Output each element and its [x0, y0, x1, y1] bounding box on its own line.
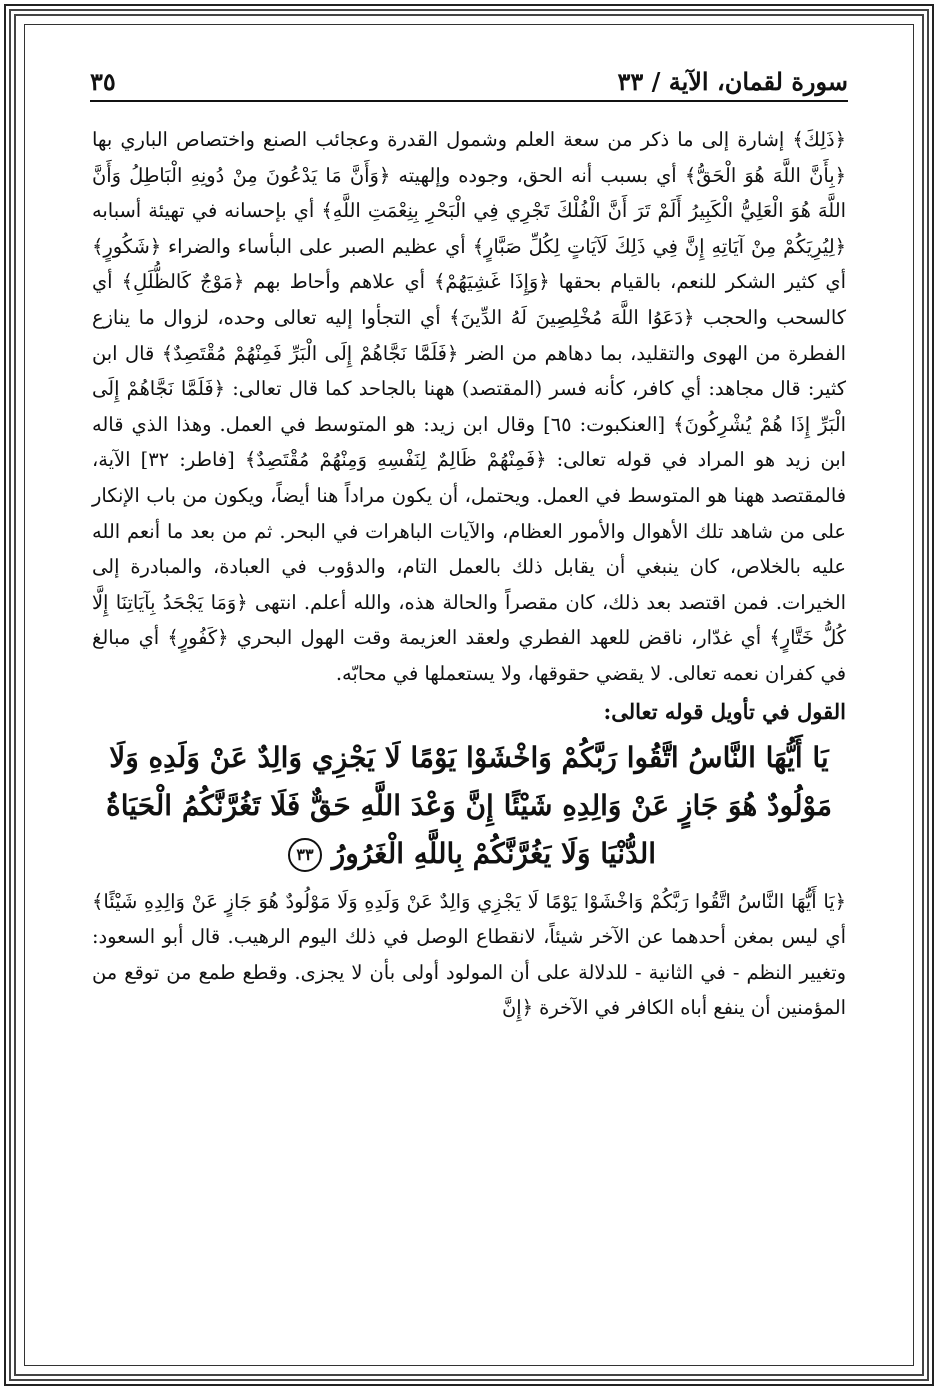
running-title: سورة لقمان، الآية / ٣٣	[617, 67, 848, 96]
verse-number-marker: ٣٣	[288, 838, 322, 872]
page-body	[92, 122, 846, 1026]
quran-verse	[92, 734, 846, 878]
verse-text: يَا أَيُّهَا النَّاسُ اتَّقُوا رَبَّكُمْ وَاخْشَوْا يَوْمًا لَا يَجْزِي وَالِدٌ عَنْ وَلَدِهِ وَلَا مَوْلُودٌ هُوَ جَازٍ عَنْ وَالِدِهِ شَيْئًا إِنَّ وَعْدَ اللَّهِ حَقٌّ فَلَا تَغُرَّنَّكُمُ الْحَيَاةُ الدُّنْيَا وَلَا يَغُرَّنَّكُمْ بِاللَّهِ الْغَرُورُ	[106, 740, 832, 870]
page-number: ٣٥	[90, 67, 116, 96]
commentary-paragraph: ﴿ذَلِكَ﴾ إشارة إلى ما ذكر من سعة العلم وشمول القدرة وعجائب الصنع واختصاص الباري بها ﴿بِأَنَّ اللَّهَ هُوَ الْحَقُّ﴾ أي بسبب أنه الحق، وجوده وإلهيته ﴿وَأَنَّ مَا يَدْعُونَ مِنْ دُونِهِ الْبَاطِلُ وَأَنَّ اللَّهَ هُوَ الْعَلِيُّ الْكَبِيرُ أَلَمْ تَرَ أَنَّ الْفُلْكَ تَجْرِي فِي الْبَحْرِ بِنِعْمَتِ اللَّهِ﴾ أي بإحسانه في تهيئة أسبابه ﴿لِيُرِيَكُمْ مِنْ آيَاتِهِ إِنَّ فِي ذَلِكَ لَآيَاتٍ لِكُلِّ صَبَّارٍ﴾ أي عظيم الصبر على البأساء والضراء ﴿شَكُورٍ﴾ أي كثير الشكر للنعم، بالقيام بحقها ﴿وَإِذَا غَشِيَهُمْ﴾ أي علاهم وأحاط بهم ﴿مَوْجٌ كَالظُّلَلِ﴾ أي كالسحب والحجب ﴿دَعَوُا اللَّهَ مُخْلِصِينَ لَهُ الدِّينَ﴾ أي التجأوا إليه تعالى وحده، لزوال ما ينازع الفطرة من الهوى والتقليد، بما دهاهم من الضر ﴿فَلَمَّا نَجَّاهُمْ إِلَى الْبَرِّ فَمِنْهُمْ مُقْتَصِدٌ﴾ قال ابن كثير: قال مجاهد: أي كافر، كأنه فسر (المقتصد) ههنا بالجاحد كما قال تعالى: ﴿فَلَمَّا نَجَّاهُمْ إِلَى الْبَرِّ إِذَا هُمْ يُشْرِكُونَ﴾ [العنكبوت: ٦٥] وقال ابن زيد: هو المتوسط في العمل. وهذا الذي قاله ابن زيد هو المراد في قوله تعالى: ﴿فَمِنْهُمْ ظَالِمٌ لِنَفْسِهِ وَمِنْهُمْ مُقْتَصِدٌ﴾ [فاطر: ٣٢] الآية، فالمقتصد ههنا هو المتوسط في العمل. ويحتمل، أن يكون مراداً هنا أيضاً، ويكون من باب الإنكار على من شاهد تلك الأهوال والأمور العظام، والآيات الباهرات في البحر. ثم من بعد ما أنعم الله عليه بالخلاص، كان ينبغي أن يقابل ذلك بالعمل التام، والدؤوب في العبادة، والمبادرة إلى الخيرات. فمن اقتصد بعد ذلك، كان مقصراً والحالة هذه، والله أعلم. انتهى ﴿وَمَا يَجْحَدُ بِآيَاتِنَا إِلَّا كُلُّ خَتَّارٍ﴾ أي غدّار، ناقض للعهد الفطري ولعقد العزيمة وقت الهول البحري ﴿كَفُورٍ﴾ أي مبالغ في كفران نعمه تعالى. لا يقضي حقوقها، ولا يستعملها في محابّه.	[92, 128, 847, 685]
page-header	[90, 56, 848, 96]
commentary-paragraph-continued: ﴿يَا أَيُّهَا النَّاسُ اتَّقُوا رَبَّكُمْ وَاخْشَوْا يَوْمًا لَا يَجْزِي وَالِدٌ عَنْ وَلَدِهِ وَلَا مَوْلُودٌ هُوَ جَازٍ عَنْ وَالِدِهِ شَيْئًا﴾ أي ليس بمغن أحدهما عن الآخر شيئاً، لانقطاع الوصل في ذلك اليوم الرهيب. قال أبو السعود: وتغيير النظم - في الثانية - للدلالة على أن المولود أولى بأن لا يجزى. وقطع طمع من توقع من المؤمنين أن ينفع أباه الكافر في الآخرة ﴿إِنَّ	[92, 889, 846, 1020]
section-heading: القول في تأويل قوله تعالى:	[603, 698, 846, 724]
header-rule	[90, 100, 848, 102]
